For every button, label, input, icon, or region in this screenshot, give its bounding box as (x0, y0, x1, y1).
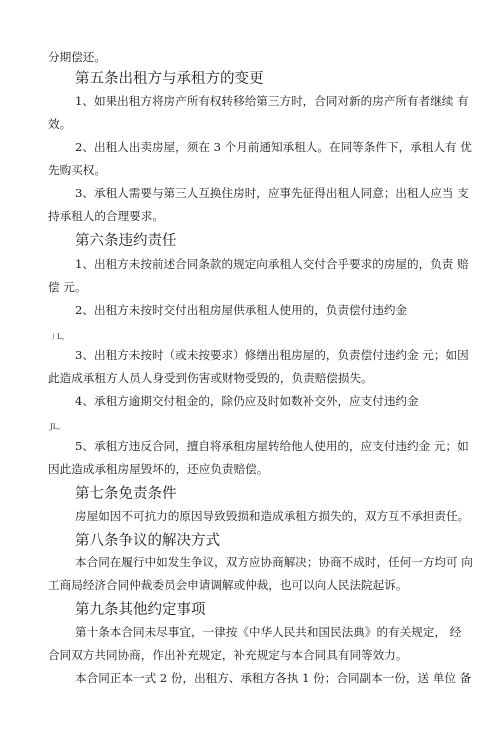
paragraph-line: 先购买权。 (48, 163, 106, 177)
paragraph-line: 工商局经济合同仲裁委员会申请调解或仲裁，也可以向人民法院起诉。 (48, 578, 408, 592)
paragraph-line: 房屋如因不可抗力的原因导致毁损和造成承租方损失的，双方互不承担责任。 (75, 509, 470, 523)
paragraph-line: 效。 (48, 117, 72, 131)
paragraph-line: 持承租人的合理要求。 (48, 209, 164, 223)
paragraph-line: 因此造成承租房屋毁坏的，还应负责赔偿。 (48, 462, 269, 476)
section-heading: 第九条其他约定事项 (75, 602, 206, 618)
section-heading: 第五条出租方与承租方的变更 (75, 71, 264, 87)
paragraph-line: 合同双方共同协商，作出补充规定，补充规定与本合同具有同等效力。 (48, 648, 408, 662)
paragraph-line: 3、出租方未按时（或未按要求）修缮出租房屋的，负责偿付违约金 元；如因 (75, 348, 469, 362)
paragraph-line: 3、承租人需要与第三人互换住房时，应事先征得出租人同意；出租人应当 支 (75, 186, 469, 200)
section-heading: 第八条争议的解决方式 (75, 533, 220, 549)
paragraph-line: JL。 (50, 423, 65, 431)
paragraph-line: 本合同在履行中如发生争议，双方应协商解决；协商不成时，任何一方均可 向 (75, 555, 473, 569)
paragraph-line: 5、承租方违反合同，擅自将承租房屋转给他人使用的，应支付违约金 元；如 (75, 439, 469, 453)
paragraph-line: 1、出租方未按前述合同条款的规定向承租人交付合乎要求的房屋的，负责 赔 (75, 257, 469, 271)
paragraph-line: 1、如果出租方将房产所有权转移给第三方时，合同对新的房产所有者继续 有 (75, 94, 469, 108)
paragraph-line: 第十条本合同未尽事宜，一律按《中华人民共和国民法典》的有关规定， 经 (75, 625, 462, 639)
paragraph-line: 2、出租方未按时交付出租房屋供承租人使用的，负责偿付违约金 (75, 303, 408, 317)
paragraph-line: 丿L。 (50, 333, 69, 341)
paragraph-line: 此造成承租方人员人身受到伤害或财物受毁的，负责赔偿损失。 (48, 371, 373, 385)
paragraph-line: 4、承租方逾期交付租金的，除仍应及时如数补交外，应支付违约金 (75, 394, 419, 408)
paragraph-line: 分期偿还。 (48, 50, 106, 64)
section-heading: 第六条违约责任 (75, 233, 177, 249)
paragraph-line: 2、出租人出卖房屋，须在 3 个月前通知承租人。在同等条件下，承租人有 优 (75, 140, 472, 154)
section-heading: 第七条免责条件 (75, 486, 177, 502)
paragraph-line: 本合同正本一式 2 份，出租方、承租方各执 1 份；合同副本一份，送 单位 备 (75, 671, 472, 685)
paragraph-line: 偿 元。 (48, 280, 87, 294)
